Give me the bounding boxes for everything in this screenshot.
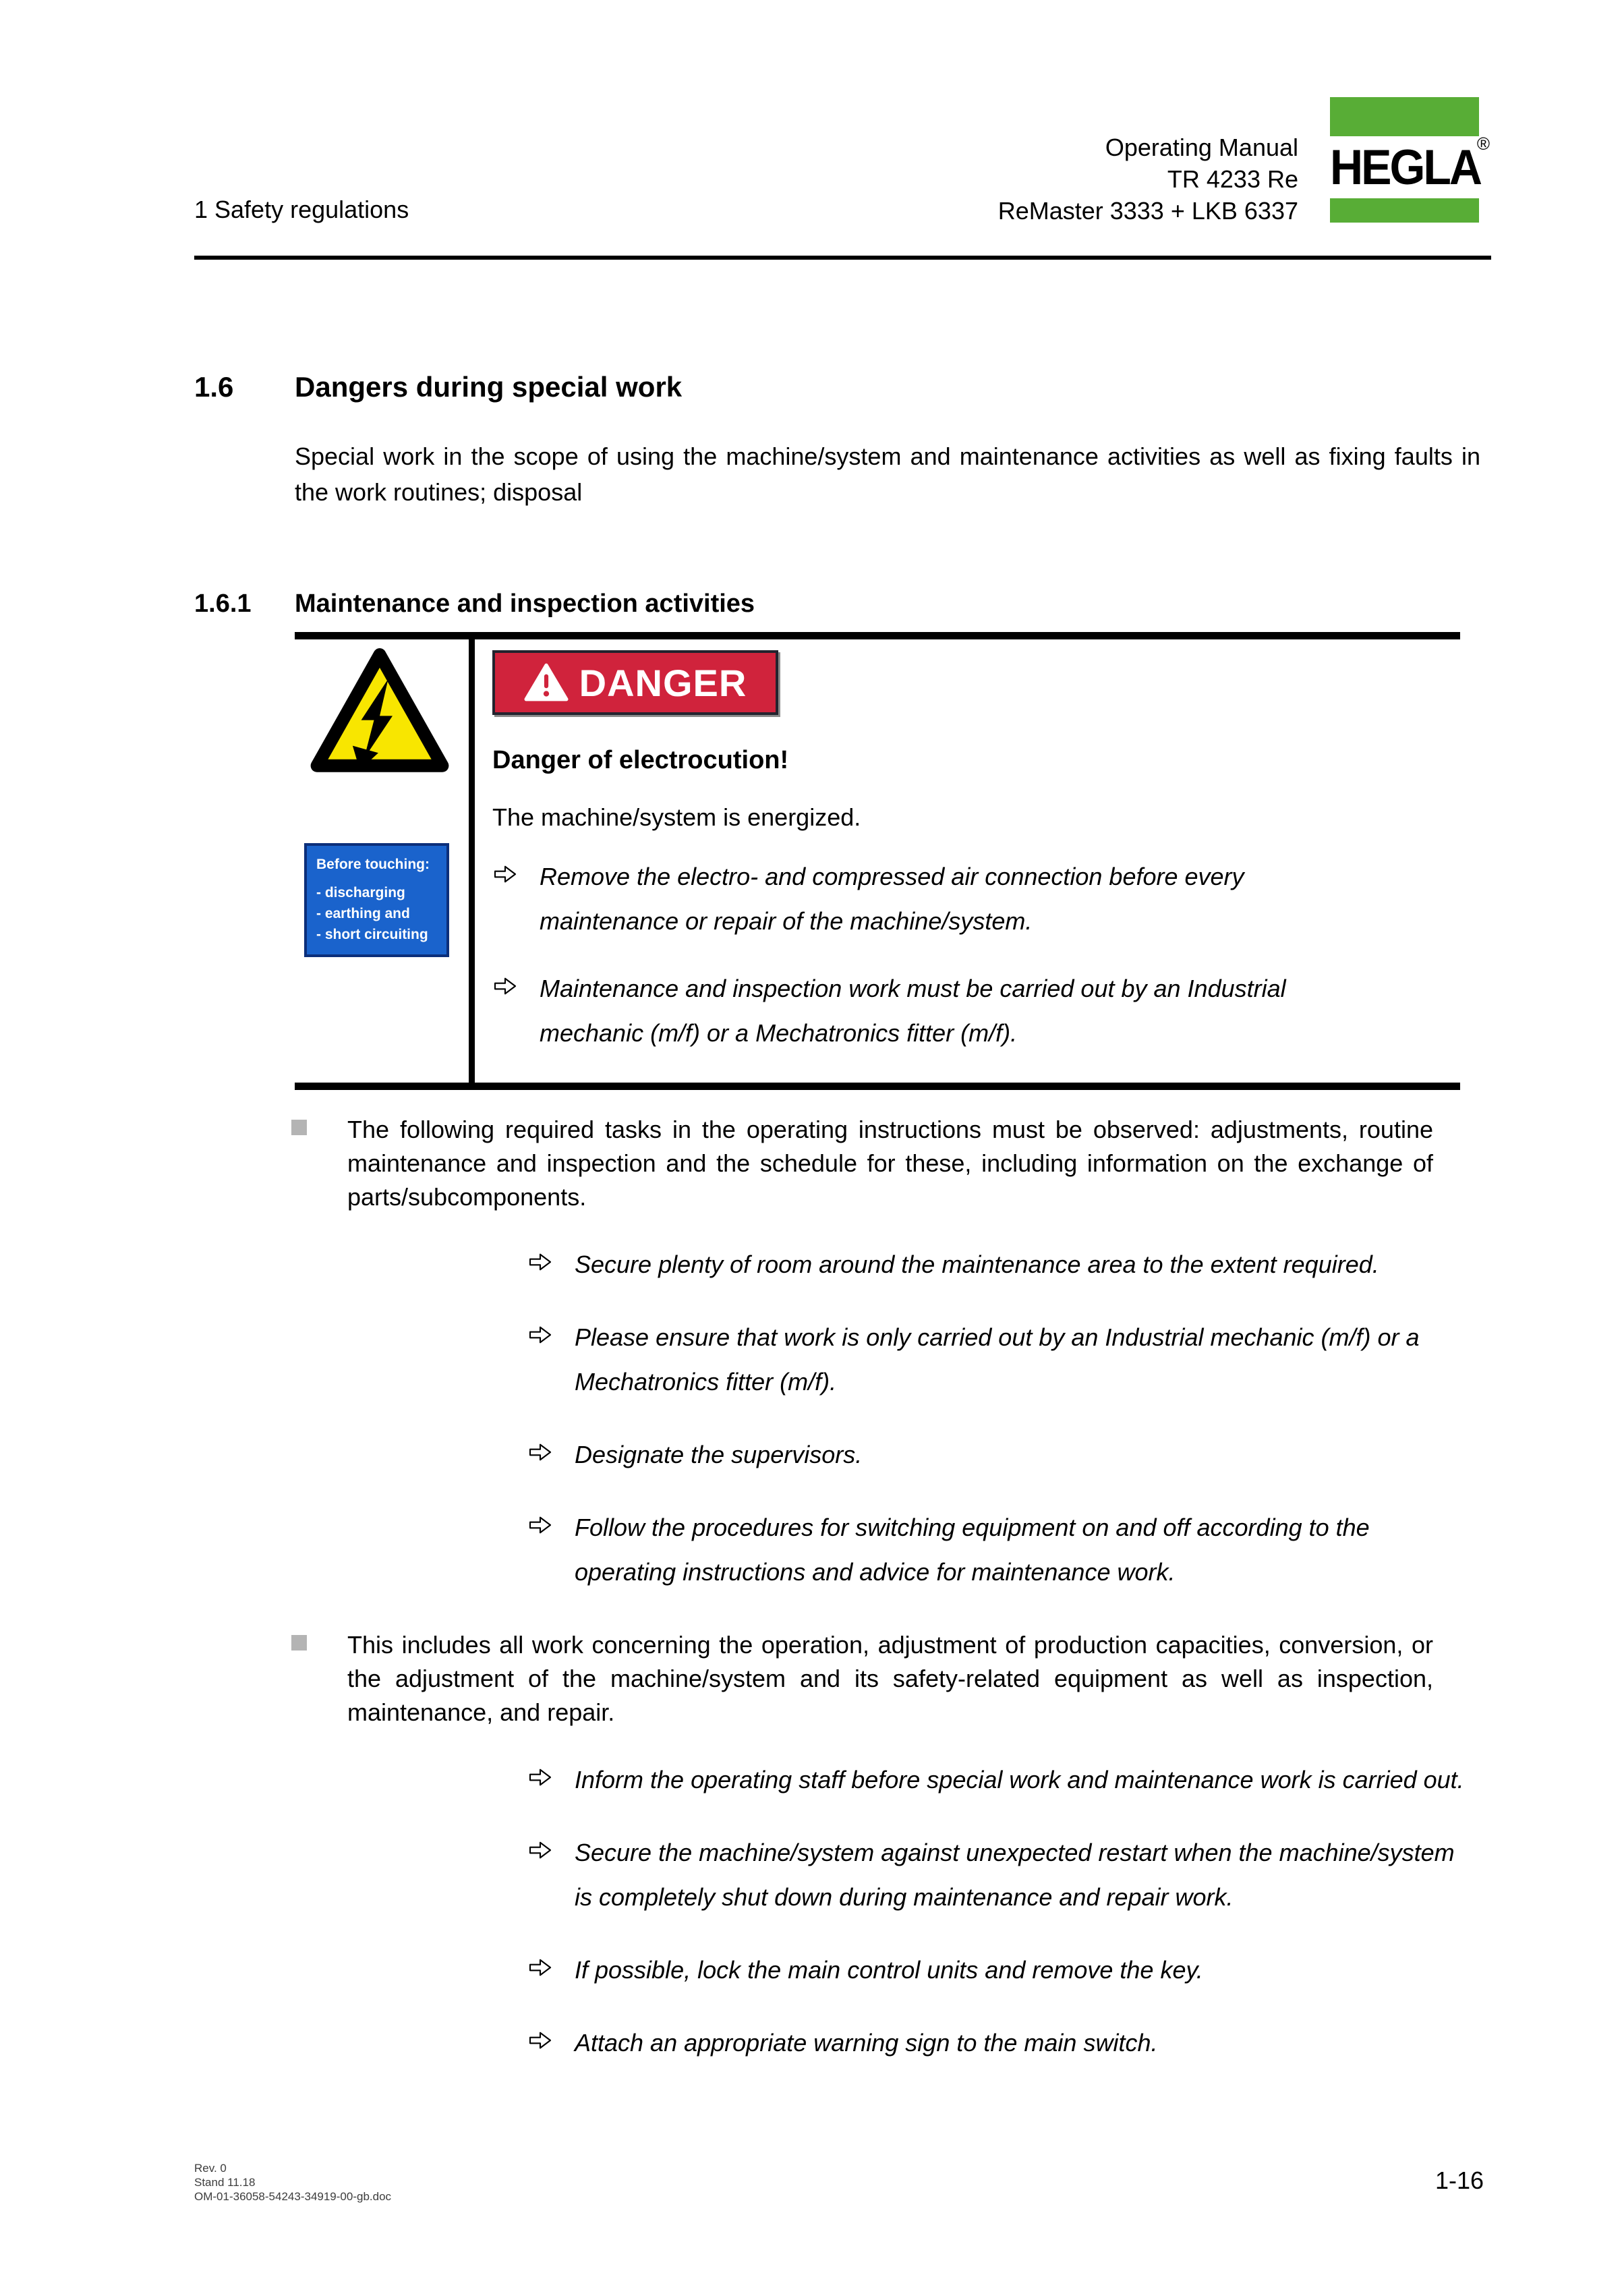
list-item <box>291 1113 1491 1214</box>
sub-list-item <box>527 2021 1491 2065</box>
footer-document-id: OM-01-36058-54243-34919-00-gb.doc <box>194 2190 392 2203</box>
logo-wordmark: HEGLA <box>1330 139 1480 196</box>
logo-green-bar-bottom <box>1330 198 1479 223</box>
footer-revision: Rev. 0 <box>194 2162 227 2175</box>
danger-icon-column <box>295 639 469 1083</box>
sub-list-item <box>527 1831 1491 1920</box>
sub-list-item-text: Secure the machine/system against unexpected restart when the machine/system is completely shut down during maintenance and repair work. <box>575 1839 1455 1911</box>
danger-heading: Danger of electrocution! <box>492 746 789 774</box>
danger-instruction <box>492 967 1440 1056</box>
sign-line: - short circuiting <box>316 927 428 942</box>
sub-list-item-text: Attach an appropriate warning sign to the main switch. <box>575 2029 1158 2057</box>
sub-list-item-text: If possible, lock the main control units and remove the key. <box>575 1956 1203 1984</box>
page-content <box>194 371 1491 2065</box>
high-voltage-warning-icon <box>308 648 451 776</box>
header-title-line-1: Operating Manual <box>1105 134 1298 161</box>
danger-instruction-text: Remove the electro- and compressed air connection before every maintenance or repair of the machine/system. <box>540 863 1244 935</box>
subsection-number: 1.6.1 <box>194 590 252 618</box>
sub-list-item <box>527 1948 1491 1992</box>
sign-line: - earthing and <box>316 906 410 921</box>
square-bullet-icon <box>291 1635 307 1651</box>
danger-warning-box <box>295 632 1460 1090</box>
footer-stand: Stand 11.18 <box>194 2176 256 2189</box>
sub-list-item-text: Follow the procedures for switching equipment on and off according to the operating instructions and advice for maintenance work. <box>575 1514 1370 1586</box>
section-title: Dangers during special work <box>295 371 683 403</box>
danger-instruction-text: Maintenance and inspection work must be carried out by an Industrial mechanic (m/f) or a Mechatronics fitter (m/f). <box>540 975 1286 1047</box>
sign-title: Before touching: <box>316 857 430 872</box>
arrow-bullet-icon <box>527 1515 553 1535</box>
header-rule <box>194 256 1491 260</box>
sign-line: - discharging <box>316 885 405 900</box>
danger-text-column <box>475 639 1460 1083</box>
square-bullet-icon <box>291 1120 307 1135</box>
sub-list-item-text: Designate the supervisors. <box>575 1441 863 1468</box>
before-touching-sign <box>304 843 449 957</box>
logo-green-bar-top <box>1330 97 1479 136</box>
sub-list-item-text: Inform the operating staff before special work and maintenance work is carried out. <box>575 1766 1464 1793</box>
arrow-bullet-icon <box>527 1442 553 1462</box>
sub-list-item <box>527 1505 1491 1595</box>
sub-list <box>194 1758 1491 2065</box>
section-heading <box>194 371 1491 403</box>
page-number: 1-16 <box>1435 2166 1484 2194</box>
sub-list <box>194 1242 1491 1595</box>
arrow-bullet-icon <box>492 976 518 996</box>
arrow-bullet-icon <box>492 864 518 884</box>
sub-list-item-text: Please ensure that work is only carried out by an Industrial mechanic (m/f) or a Mechatronics fitter (m/f). <box>575 1323 1420 1396</box>
header-doc-title <box>674 132 1298 227</box>
list-item-text: This includes all work concerning the operation, adjustment of production capacities, conversion, or the adjustment of the machine/system and its safety-related equipment as well as inspection, maintenance, and repair. <box>347 1631 1433 1726</box>
danger-box-divider <box>469 639 475 1083</box>
section-intro: Special work in the scope of using the machine/system and maintenance activities as well as fixing faults in the work routines; disposal <box>295 442 1480 506</box>
arrow-bullet-icon <box>527 1767 553 1787</box>
arrow-bullet-icon <box>527 1252 553 1272</box>
danger-signal-banner <box>492 650 778 715</box>
subsection-heading <box>194 590 1491 619</box>
section-number: 1.6 <box>194 371 234 403</box>
sub-list-item <box>527 1433 1491 1477</box>
arrow-bullet-icon <box>527 2030 553 2050</box>
footer-meta <box>194 2161 391 2204</box>
danger-body: The machine/system is energized. <box>492 803 861 831</box>
sub-list-item <box>527 1315 1491 1404</box>
sub-list-item <box>527 1242 1491 1287</box>
list-item <box>291 1628 1491 1729</box>
sub-list-item <box>527 1758 1491 1802</box>
danger-instruction <box>492 855 1440 944</box>
header-chapter: 1 Safety regulations <box>194 196 409 223</box>
registered-trademark-icon: ® <box>1476 134 1490 154</box>
arrow-bullet-icon <box>527 1325 553 1345</box>
header-title-line-3: ReMaster 3333 + LKB 6337 <box>997 197 1298 225</box>
subsection-title: Maintenance and inspection activities <box>295 590 755 618</box>
safety-alert-triangle-icon <box>524 663 569 702</box>
hegla-logo <box>1330 97 1490 223</box>
danger-signal-word: DANGER <box>579 661 747 704</box>
header-title-line-2: TR 4233 Re <box>1167 165 1298 193</box>
sub-list-item-text: Secure plenty of room around the maintenance area to the extent required. <box>575 1251 1379 1278</box>
list-item-text: The following required tasks in the operating instructions must be observed: adjustments, routine maintenance and inspection and the schedule for these, including information on the exchange of parts/subcomponents. <box>347 1116 1433 1211</box>
arrow-bullet-icon <box>527 1957 553 1978</box>
arrow-bullet-icon <box>527 1840 553 1860</box>
